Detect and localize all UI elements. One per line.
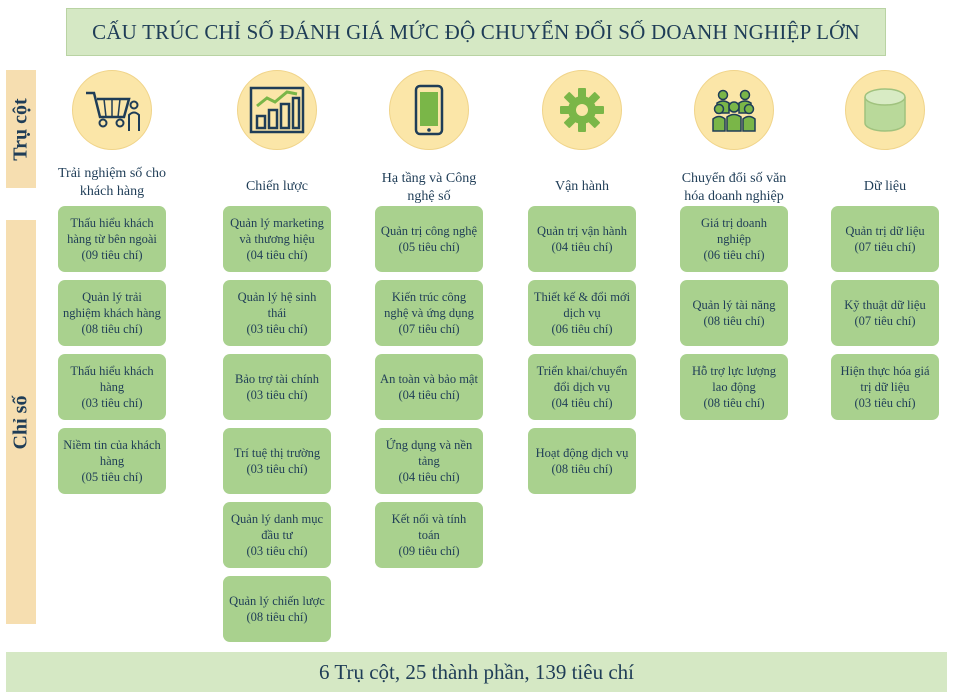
index-side-label-text: Chỉ số [9, 395, 32, 449]
component-card [58, 354, 166, 420]
component-card [223, 576, 331, 642]
pillar-title: Dữ liệu [863, 179, 907, 194]
criteria-count: (05 tiêu chí) [81, 470, 143, 484]
component-name: Hoạt động dịch vụ [535, 446, 629, 460]
people-group-icon [694, 70, 774, 150]
component-card-content [228, 215, 326, 263]
component-card [831, 280, 939, 346]
criteria-count: (05 tiêu chí) [398, 240, 460, 254]
component-name: Hiện thực hóa giá trị dữ liệu [840, 364, 930, 394]
component-name: Bảo trợ tài chính [234, 372, 320, 386]
component-name: Kỹ thuật dữ liệu [844, 298, 926, 312]
criteria-count: (08 tiêu chí) [703, 396, 765, 410]
component-card [223, 280, 331, 346]
component-card [528, 206, 636, 272]
component-card-content [536, 445, 629, 477]
criteria-count: (04 tiêu chí) [246, 248, 308, 262]
component-card-content [836, 363, 934, 411]
criteria-count: (09 tiêu chí) [81, 248, 143, 262]
pillar-title: Trải nghiệm số cho khách hàng [58, 166, 166, 199]
component-card-content [380, 437, 478, 485]
component-name: Triển khai/chuyển đổi dịch vụ [536, 364, 628, 394]
component-name: Quản lý chiến lược [229, 594, 325, 608]
criteria-count: (09 tiêu chí) [398, 544, 460, 558]
component-card [223, 206, 331, 272]
component-card-content [229, 593, 325, 625]
component-card [528, 354, 636, 420]
component-name: Quản trị công nghệ [380, 224, 478, 238]
component-card-content [685, 363, 783, 411]
component-card-content [533, 289, 631, 337]
component-card-content [228, 289, 326, 337]
component-card [375, 354, 483, 420]
database-icon [845, 70, 925, 150]
component-name: Niềm tin của khách hàng [63, 438, 161, 468]
criteria-count: (03 tiêu chí) [246, 388, 308, 402]
component-card [680, 280, 788, 346]
component-name: Giá trị doanh nghiệp [701, 216, 767, 246]
component-card [680, 206, 788, 272]
component-name: An toàn và bảo mật [380, 372, 478, 386]
component-card-content [63, 289, 161, 337]
component-card [375, 280, 483, 346]
pillar-title: Chiến lược [245, 179, 309, 194]
component-card [223, 502, 331, 568]
component-card-content [63, 215, 161, 263]
component-name: Ứng dụng và nền tảng [385, 438, 473, 468]
component-card-content [533, 363, 631, 411]
component-card [375, 502, 483, 568]
criteria-count: (06 tiêu chí) [703, 248, 765, 262]
criteria-count: (08 tiêu chí) [703, 314, 765, 328]
component-card-content [380, 371, 478, 403]
pillar-side-label-text: Trụ cột [9, 97, 32, 161]
smartphone-icon [389, 70, 469, 150]
component-card-content [693, 297, 776, 329]
criteria-count: (03 tiêu chí) [246, 544, 308, 558]
component-card [58, 206, 166, 272]
component-card [680, 354, 788, 420]
criteria-count: (03 tiêu chí) [854, 396, 916, 410]
criteria-count: (07 tiêu chí) [854, 240, 916, 254]
component-card-content [380, 511, 478, 559]
summary-footer: 6 Trụ cột, 25 thành phần, 139 tiêu chí [6, 652, 947, 692]
component-name: Thấu hiểu khách hàng từ bên ngoài [67, 216, 157, 246]
component-name: Quản lý tài năng [692, 298, 776, 312]
page-title: CẤU TRÚC CHỈ SỐ ĐÁNH GIÁ MỨC ĐỘ CHUYỂN ĐỔI SỐ DOANH NGHIỆP LỚN [66, 8, 886, 56]
component-name: Quản lý danh mục đầu tư [231, 512, 323, 542]
component-card [375, 428, 483, 494]
component-name: Quản trị dữ liệu [845, 224, 925, 238]
component-card [528, 280, 636, 346]
component-card-content [845, 223, 924, 255]
component-card [58, 280, 166, 346]
component-name: Quản trị vận hành [537, 224, 627, 238]
component-name: Quản lý marketing và thương hiệu [230, 216, 324, 246]
pillar-title: Hạ tầng và Công nghệ số [381, 171, 477, 204]
component-card [58, 428, 166, 494]
component-card [528, 428, 636, 494]
gear-icon [542, 70, 622, 150]
component-card [831, 354, 939, 420]
component-name: Quản lý trải nghiệm khách hàng [63, 290, 161, 320]
criteria-count: (04 tiêu chí) [551, 240, 613, 254]
criteria-count: (08 tiêu chí) [246, 610, 308, 624]
pillar-side-label [6, 70, 36, 188]
pillar-title: Chuyển đổi số văn hóa doanh nghiệp [681, 171, 787, 204]
component-name: Quản lý hệ sinh thái [237, 290, 317, 320]
component-card-content [381, 223, 477, 255]
component-card [375, 206, 483, 272]
component-card [223, 428, 331, 494]
component-name: Trí tuệ thị trường [233, 446, 321, 460]
criteria-count: (04 tiêu chí) [551, 396, 613, 410]
component-card-content [844, 297, 925, 329]
criteria-count: (08 tiêu chí) [81, 322, 143, 336]
component-card-content [63, 437, 161, 485]
index-side-label [6, 220, 36, 624]
component-name: Kết nối và tính toán [391, 512, 467, 542]
criteria-count: (06 tiêu chí) [551, 322, 613, 336]
component-card-content [537, 223, 627, 255]
component-card [831, 206, 939, 272]
criteria-count: (03 tiêu chí) [246, 322, 308, 336]
criteria-count: (04 tiêu chí) [398, 388, 460, 402]
component-card-content [228, 511, 326, 559]
criteria-count: (04 tiêu chí) [398, 470, 460, 484]
component-card-content [380, 289, 478, 337]
criteria-count: (07 tiêu chí) [398, 322, 460, 336]
criteria-count: (07 tiêu chí) [854, 314, 916, 328]
component-name: Thấu hiểu khách hàng [70, 364, 154, 394]
component-name: Thiết kế & đổi mới dịch vụ [533, 290, 631, 320]
pillar-title: Vận hành [554, 179, 610, 194]
component-card-content [63, 363, 161, 411]
component-name: Kiến trúc công nghệ và ứng dụng [384, 290, 474, 320]
criteria-count: (03 tiêu chí) [246, 462, 308, 476]
component-card-content [234, 445, 320, 477]
component-card [223, 354, 331, 420]
criteria-count: (03 tiêu chí) [81, 396, 143, 410]
component-card-content [685, 215, 783, 263]
criteria-count: (08 tiêu chí) [551, 462, 613, 476]
shopping-cart-person-icon [72, 70, 152, 150]
growth-chart-icon [237, 70, 317, 150]
component-name: Hỗ trợ lực lượng lao động [691, 364, 777, 394]
component-card-content [235, 371, 319, 403]
